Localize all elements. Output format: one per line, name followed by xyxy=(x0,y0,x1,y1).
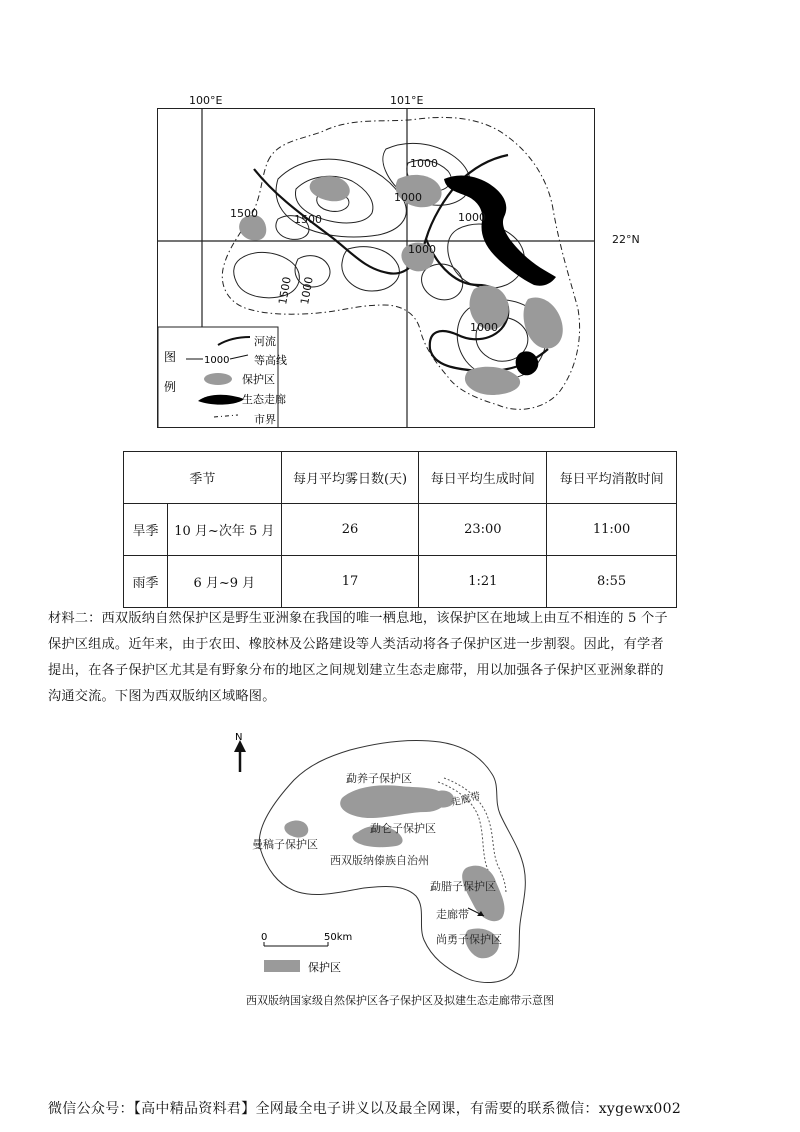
paragraph-line: 保护区组成。近年来，由于农田、橡胶林及公路建设等人类活动将各子保护区进一步割裂。因此，有学者 xyxy=(48,637,664,652)
label-mengla-reserve: 勐腊子保护区 xyxy=(430,880,496,893)
end-time-cell: 8:55 xyxy=(547,556,677,608)
season-cell: 旱季 xyxy=(124,504,168,556)
contour-label: 1500 xyxy=(276,275,294,306)
end-time-cell: 11:00 xyxy=(547,504,677,556)
map-legend xyxy=(158,327,287,428)
legend-contour-value: 1000 xyxy=(204,355,230,366)
label-corridor-bottom: 走廊带 xyxy=(436,908,469,921)
legend-river: 河流 xyxy=(254,335,276,348)
map-caption: 西双版纳国家级自然保护区各子保护区及拟建生态走廊带示意图 xyxy=(246,994,554,1007)
contour-label: 1500 xyxy=(230,207,258,220)
period-cell: 10 月~次年 5 月 xyxy=(167,504,281,556)
period-cell: 6 月~9 月 xyxy=(167,556,281,608)
label-prefecture: 西双版纳傣族自治州 xyxy=(330,854,429,867)
lat-label-22: 22°N xyxy=(612,233,640,246)
legend-reserve: 保护区 xyxy=(242,373,275,386)
material-two-paragraph xyxy=(48,606,760,710)
header-fog-days: 每月平均雾日数(天) xyxy=(281,452,419,504)
north-label: N xyxy=(235,732,243,743)
fog-days-cell: 17 xyxy=(281,556,419,608)
footer-text: 微信公众号：【高中精品资料君】全网最全电子讲义以及最全网课，有需要的联系微信：xygewx002 xyxy=(48,1101,682,1117)
legend-boundary: 市界 xyxy=(254,413,276,426)
paragraph-line: 沟通交流。下图为西双版纳区域略图。 xyxy=(48,689,276,704)
scale-end: 50km xyxy=(324,932,353,943)
reserve-sketch-map-svg xyxy=(230,728,560,1000)
table-row xyxy=(124,556,677,608)
contour-label: 1000 xyxy=(394,191,422,204)
contour-label: 1500 xyxy=(294,213,322,226)
header-start-time: 每日平均生成时间 xyxy=(419,452,547,504)
legend-reserve-label: 保护区 xyxy=(308,961,341,974)
legend-title-bottom: 例 xyxy=(164,380,177,394)
legend-contour: 等高线 xyxy=(254,354,287,367)
label-mangao-reserve: 曼稿子保护区 xyxy=(252,838,318,851)
header-season: 季节 xyxy=(124,452,282,504)
header-end-time: 每日平均消散时间 xyxy=(547,452,677,504)
lon-label-101: 101°E xyxy=(390,94,424,107)
legend-corridor: 生态走廊 xyxy=(242,393,286,406)
contour-label: 1000 xyxy=(408,243,436,256)
season-cell: 雨季 xyxy=(124,556,168,608)
lon-label-100: 100°E xyxy=(189,94,223,107)
start-time-cell: 1:21 xyxy=(419,556,547,608)
topographic-map xyxy=(157,108,595,428)
label-menglun-reserve: 勐仑子保护区 xyxy=(370,822,436,835)
scale-start: 0 xyxy=(261,932,268,943)
fog-days-cell: 26 xyxy=(281,504,419,556)
paragraph-line: 提出，在各子保护区尤其是有野象分布的地区之间规划建立生态走廊带，用以加强各子保护区亚洲象群的 xyxy=(48,663,664,678)
start-time-cell: 23:00 xyxy=(419,504,547,556)
table-row xyxy=(124,504,677,556)
contour-label: 1000 xyxy=(298,275,316,306)
legend-reserve-sample xyxy=(204,373,232,385)
label-corridor-top: 走廊带 xyxy=(450,790,482,809)
contour-label: 1000 xyxy=(458,211,486,224)
fog-table xyxy=(123,451,677,608)
topographic-map-svg xyxy=(158,109,595,428)
label-mengyang-reserve: 勐养子保护区 xyxy=(346,772,412,785)
reserve-sketch-map xyxy=(230,728,560,1000)
paragraph-line: 材料二：西双版纳自然保护区是野生亚洲象在我国的唯一栖息地，该保护区在地域上由互不相连的 5 个子 xyxy=(48,611,668,626)
contour-label: 1000 xyxy=(470,321,498,334)
label-shangyong-reserve: 尚勇子保护区 xyxy=(436,933,502,946)
contour-label: 1000 xyxy=(410,157,438,170)
legend-title-top: 图 xyxy=(164,350,177,364)
